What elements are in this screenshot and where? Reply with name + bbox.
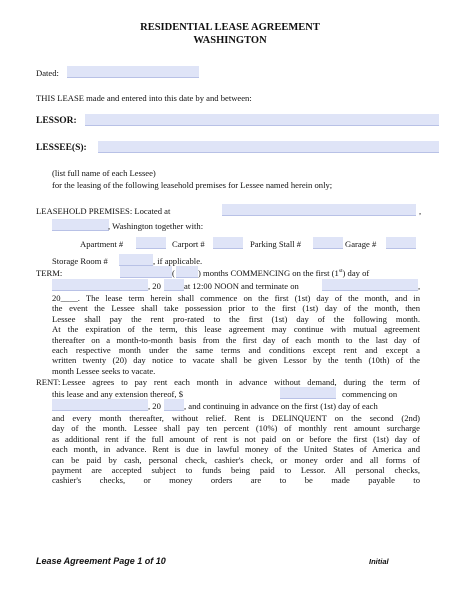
- carport-input[interactable]: [213, 237, 243, 249]
- term-commencing-text: ) months COMMENCING on the first (1st) day of: [198, 268, 370, 278]
- rent-line: and every month thereafter, without relief. Rent is DELINQUENT on the second (2nd): [52, 413, 420, 423]
- term-year-prefix: , 20: [148, 281, 161, 291]
- term-months-words-input[interactable]: [120, 266, 172, 278]
- rent-line: cashier's checks, or money orders are to be made payable to: [52, 475, 420, 486]
- garage-input[interactable]: [386, 237, 416, 249]
- dated-label: Dated:: [36, 68, 59, 78]
- rent-line: payment are accepted subject to funds being paid to Lessor. All personal checks,: [52, 464, 420, 475]
- parking-input[interactable]: [313, 237, 343, 249]
- apartment-input[interactable]: [136, 237, 166, 249]
- rent-line: can be paid by cash, personal check, cashier's check, or money order and all forms of: [52, 454, 420, 465]
- premises-comma: ,: [419, 206, 422, 216]
- rent-start-year-input[interactable]: [164, 399, 184, 411]
- lessor-input[interactable]: [85, 114, 439, 126]
- parking-label: Parking Stall #: [250, 239, 302, 249]
- together-text: , Washington together with:: [108, 221, 204, 231]
- rent-line-1-wrap: [62, 377, 420, 387]
- intro-text: THIS LEASE made and entered into this date by and between:: [36, 93, 252, 103]
- term-line: each respective month under the same terms and conditions except rent and except a: [52, 344, 420, 355]
- rent-amount-input[interactable]: [280, 387, 336, 399]
- premises-city-input[interactable]: [52, 219, 109, 231]
- rent-label: RENT:: [36, 377, 61, 387]
- term-comma: ,: [418, 281, 421, 291]
- premises-address-input[interactable]: [222, 204, 416, 216]
- term-months-number-input[interactable]: [176, 266, 198, 278]
- carport-label: Carport #: [172, 239, 205, 249]
- rent-continuing-text: , and continuing in advance on the first (1st) day of each: [184, 401, 378, 411]
- footer-initial-label: Initial: [369, 557, 389, 566]
- term-body: [36, 293, 420, 376]
- term-start-date-input[interactable]: [52, 279, 148, 291]
- document-title: RESIDENTIAL LEASE AGREEMENT: [140, 22, 320, 33]
- term-end-date-input[interactable]: [322, 279, 421, 291]
- storage-input[interactable]: [119, 254, 153, 266]
- apartment-label: Apartment #: [80, 239, 124, 249]
- rent-line: Lessee agrees to pay rent each month in advance without demand, during the term of: [62, 377, 420, 387]
- term-line: At the expiration of the term, this lease agreement may continue with mutual agreement: [52, 324, 420, 335]
- rent-line: day of the month. Lessee shall pay ten percent (10%) of monthly rent amount surcharge: [52, 423, 420, 434]
- term-label: TERM:: [36, 268, 63, 278]
- term-line: Lessee shall pay the rent pro-rated to the first (1st) day of the following month.: [52, 313, 420, 324]
- applicable-text: , if applicable.: [153, 256, 203, 266]
- lessor-label: LESSOR:: [36, 116, 77, 126]
- premises-label: LEASEHOLD PREMISES: Located at: [36, 206, 171, 216]
- lessee-input[interactable]: [98, 141, 439, 153]
- rent-commencing-text: commencing on: [342, 389, 398, 399]
- footer-page-label: Lease Agreement Page 1 of 10: [36, 556, 166, 566]
- term-line: month Lessee seeks to vacate.: [52, 365, 156, 376]
- rent-line: as additional rent if the full amount of rent is not paid on or before the first (1st) day of: [52, 433, 420, 444]
- rent-body: [52, 413, 420, 486]
- garage-label: Garage #: [345, 239, 377, 249]
- term-line: 20____. The lease term herein shall commence on the first (1st) day of the month, and in: [52, 293, 420, 303]
- rent-start-date-input[interactable]: [52, 399, 148, 411]
- dated-input[interactable]: [67, 66, 199, 78]
- storage-label: Storage Room #: [52, 256, 108, 266]
- rent-line: each month, in advance. Rent is due in lawful money of the United States of America and: [52, 444, 420, 455]
- document-state: WASHINGTON: [193, 35, 267, 46]
- lessee-label: LESSEE(S):: [36, 143, 87, 153]
- rent-amount-text: this lease and any extension thereof, $: [52, 389, 184, 399]
- term-noon-text: at 12:00 NOON and terminate on: [184, 281, 299, 291]
- leasing-note: for the leasing of the following leasehold premises for Lessee named herein only;: [52, 180, 333, 190]
- term-line: the event the Lessee shall take possession prior to the first (1st) day of the month, then: [52, 303, 420, 314]
- term-paren-open: (: [172, 268, 175, 278]
- term-start-year-input[interactable]: [164, 279, 184, 291]
- term-line: thereafter on a month-to-month basis from the first day of each month to the last day of: [52, 334, 420, 345]
- lessee-note: (list full name of each Lessee): [52, 168, 156, 178]
- term-line: written twenty (20) day notice to vacate shall be given Lessor by the tenth (10th) of the: [52, 355, 420, 366]
- rent-year-prefix: , 20: [148, 401, 161, 411]
